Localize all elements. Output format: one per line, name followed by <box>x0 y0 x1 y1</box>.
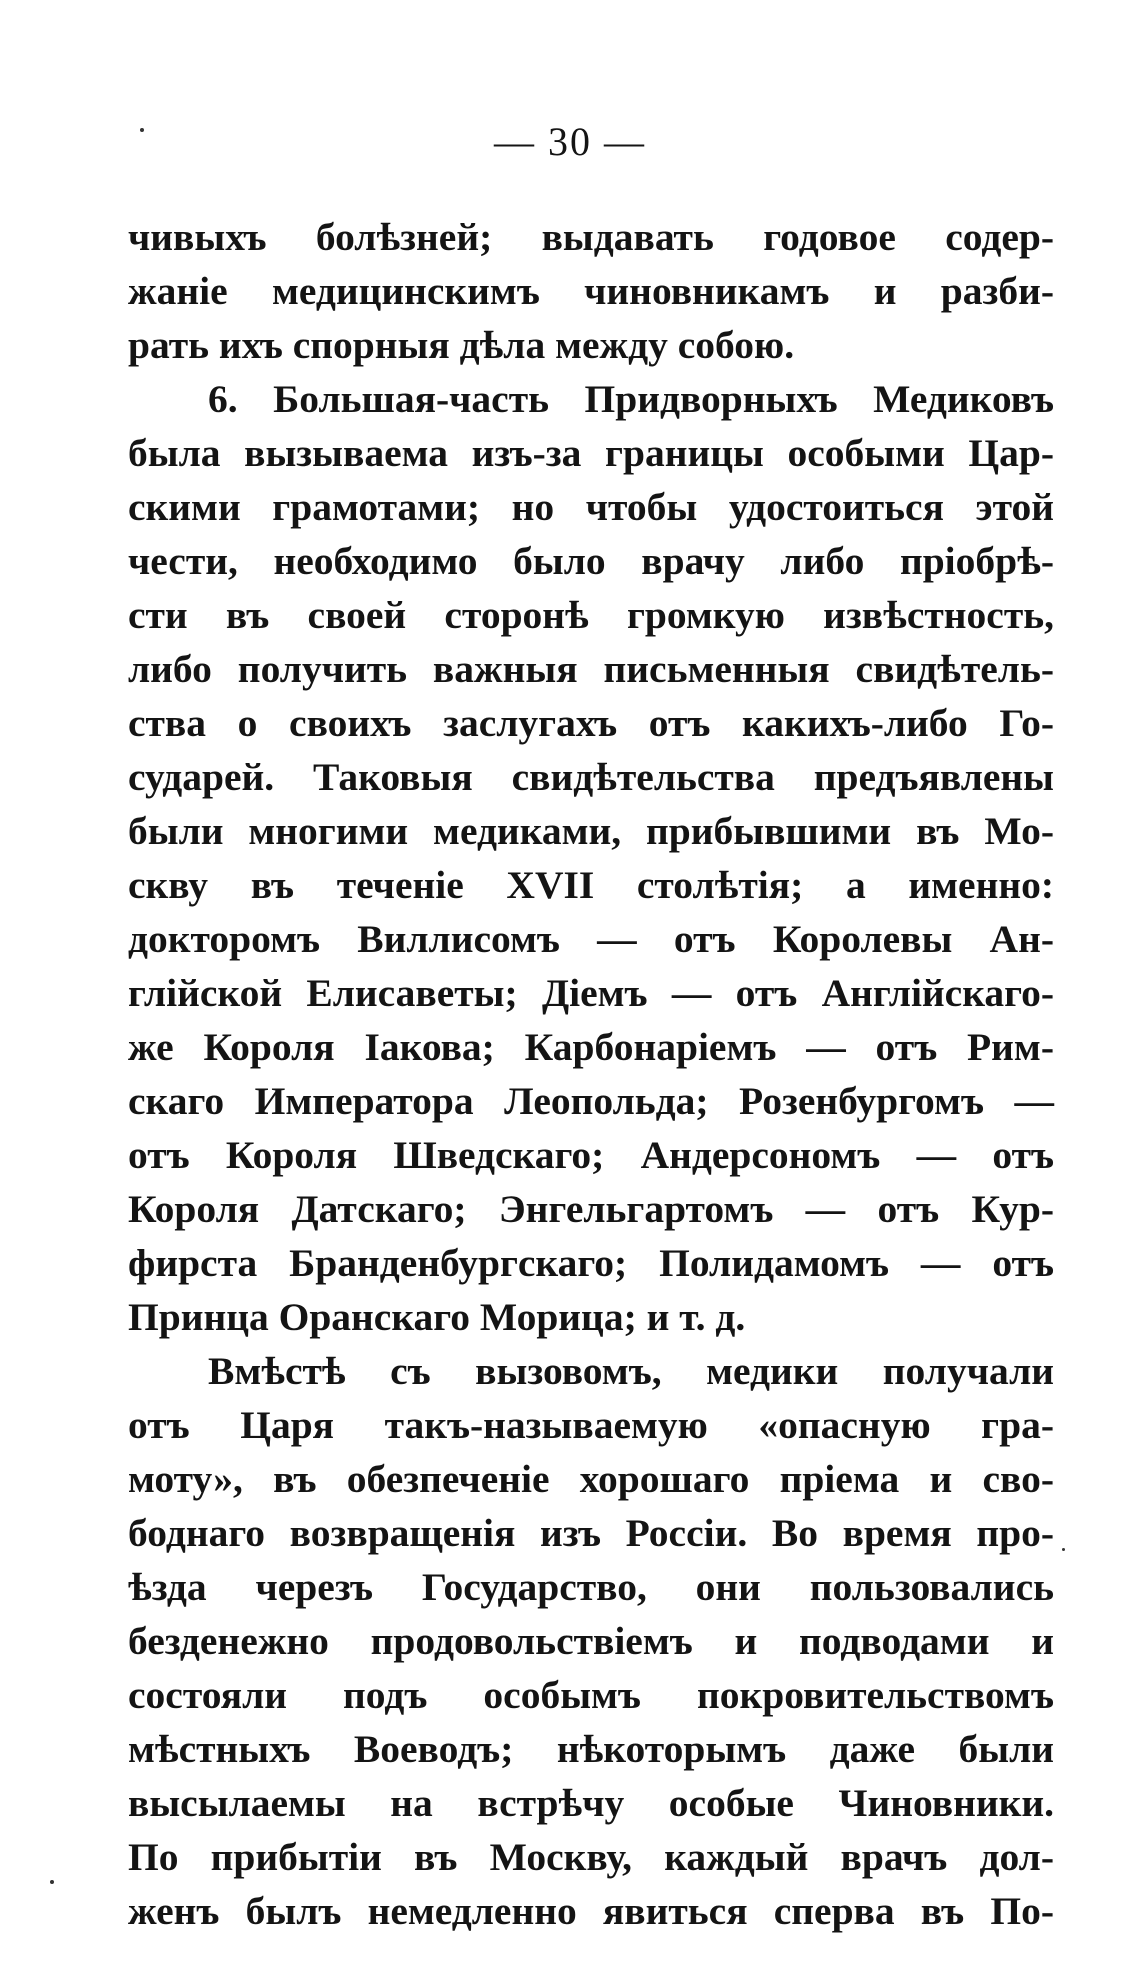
text-line: мѣстныхъ Воеводъ; нѣкоторымъ даже были <box>128 1727 1054 1771</box>
text-line: была вызываема изъ-за границы особыми Цар- <box>128 431 1054 475</box>
text-line: боднаго возвращенія изъ Россіи. Во время про- <box>128 1511 1054 1555</box>
paragraph-start-line: Вмѣстѣ съ вызовомъ, медики получали <box>208 1349 1054 1393</box>
text-line: отъ Царя такъ-называемую «опасную гра- <box>128 1403 1054 1447</box>
print-speck <box>1062 1548 1065 1551</box>
text-line: жаніе медицинскимъ чиновникамъ и разби- <box>128 269 1054 313</box>
text-line: либо получить важныя письменныя свидѣтель- <box>128 647 1054 691</box>
page-number: — 30 — <box>494 119 646 164</box>
text-line: отъ Короля Шведскаго; Андерсономъ — отъ <box>128 1133 1054 1177</box>
text-line: сударей. Таковыя свидѣтельства предъявлены <box>128 755 1054 799</box>
text-line: глійской Елисаветы; Діемъ — отъ Англійскаго- <box>128 971 1054 1015</box>
text-line: скву въ теченіе XVII столѣтія; а именно: <box>128 863 1054 907</box>
text-line: состояли подъ особымъ покровительствомъ <box>128 1673 1054 1717</box>
text-line: фирста Бранденбургскаго; Полидамомъ — отъ <box>128 1241 1054 1285</box>
body-text <box>128 210 1054 1938</box>
text-line: безденежно продовольствіемъ и подводами и <box>128 1619 1054 1663</box>
text-line: чести, необходимо было врачу либо пріобрѣ- <box>128 539 1054 583</box>
text-line: докторомъ Виллисомъ — отъ Королевы Ан- <box>128 917 1054 961</box>
text-line: чивыхъ болѣзней; выдавать годовое содер- <box>128 215 1054 259</box>
paragraph-start-line: 6. Большая-часть Придворныхъ Медиковъ <box>208 377 1054 421</box>
print-speck <box>50 1880 54 1884</box>
text-line: высылаемы на встрѣчу особые Чиновники. <box>128 1781 1054 1825</box>
text-line: Принца Оранскаго Морица; и т. д. <box>128 1295 746 1339</box>
text-line: ѣзда черезъ Государство, они пользовались <box>128 1565 1054 1609</box>
print-speck <box>140 128 144 132</box>
text-line: сти въ своей сторонѣ громкую извѣстность, <box>128 593 1054 637</box>
text-line: Короля Датскаго; Энгельгартомъ — отъ Кур- <box>128 1187 1054 1231</box>
text-line: моту», въ обезпеченіе хорошаго пріема и сво- <box>128 1457 1054 1501</box>
text-line: были многими медиками, прибывшими въ Мо- <box>128 809 1054 853</box>
text-line: женъ былъ немедленно явиться сперва въ По- <box>128 1889 1054 1933</box>
text-line: рать ихъ спорныя дѣла между собою. <box>128 323 795 367</box>
text-line: же Короля Іакова; Карбонаріемъ — отъ Рим- <box>128 1025 1054 1069</box>
text-line: скаго Императора Леопольда; Розенбургомъ — <box>128 1079 1054 1123</box>
text-line: По прибытіи въ Москву, каждый врачъ дол- <box>128 1835 1054 1879</box>
text-line: ства о своихъ заслугахъ отъ какихъ-либо Го- <box>128 701 1054 745</box>
text-line: скими грамотами; но чтобы удостоиться этой <box>128 485 1054 529</box>
